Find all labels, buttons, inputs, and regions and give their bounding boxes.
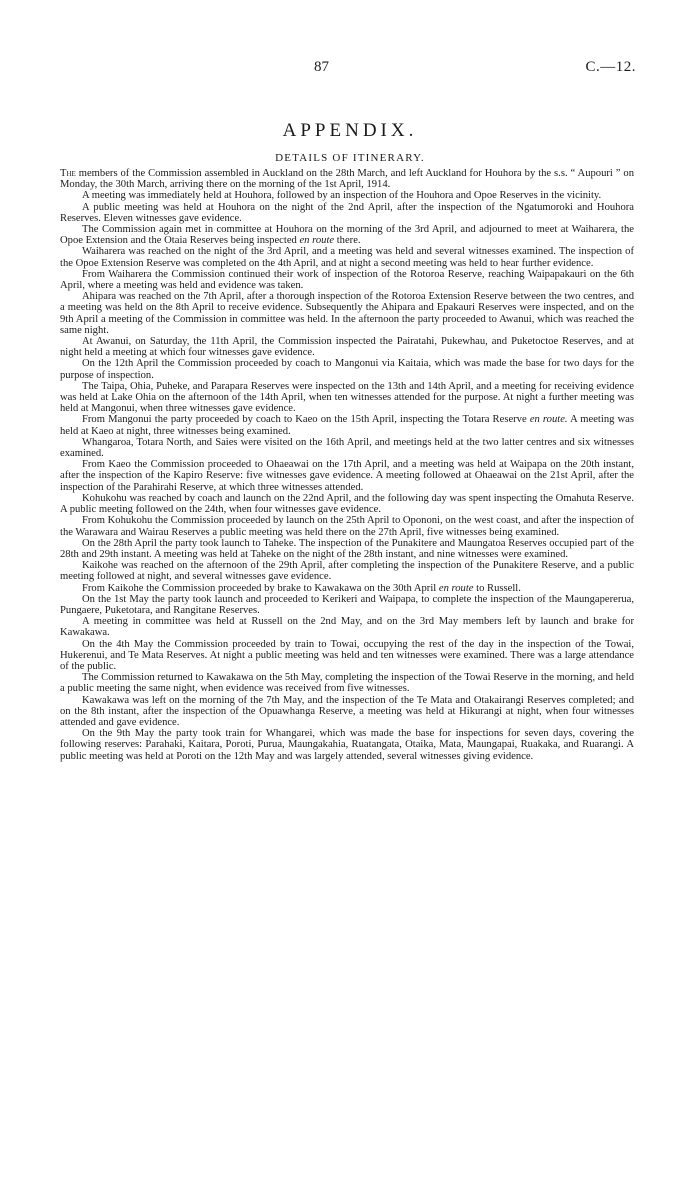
paragraph-20: A meeting in committee was held at Russell on the 2nd May, and on the 3rd May members left by launch and brake for Kawakawa. xyxy=(60,616,634,639)
paragraph-tail: there. xyxy=(334,235,361,247)
paragraph-text: members of the Commission assembled in Auckland on the 28th March, and left Auckland for Houhora by the s.s. “ Aupouri ” on Monday, the 30th March, arriving there on the morning of the 1st April, 1914. xyxy=(60,168,634,191)
paragraph-4 xyxy=(60,224,634,246)
paragraph-6: From Waiharera the Commission continued their work of inspection of the Rotoroa Reserve, reaching Waipapakauri on the 6th April, where a meeting was held and evidence was taken. xyxy=(60,268,634,292)
paragraph-11 xyxy=(60,414,634,436)
paragraph-15: From Kohukohu the Commission proceeded by launch on the 25th April to Opononi, on the west coast, and after the inspection of the Warawara and Wairau Reserves a public meeting was held there on the 27th April, five witnesses being examined. xyxy=(60,515,634,538)
paragraph-italic: en route. xyxy=(529,414,568,426)
paragraph-23: Kawakawa was left on the morning of the 7th May, and the inspection of the Te Mata and Otakairangi Reserves completed; and on the 8th instant, after the inspection of the Opuawhanga Reserve, a meeting was held at Hikurangi at night, when four witnesses attended and gave evidence. xyxy=(60,694,634,728)
paragraph-2: A meeting was immediately held at Houhora, followed by an inspection of the Houhora and Opoe Reserves in the vicinity. xyxy=(82,190,602,202)
paragraph-18 xyxy=(60,583,634,594)
page-number: 87 xyxy=(314,59,329,75)
paragraph-text: From Mangonui the party proceeded by coach to Kaeo on the 15th April, inspecting the Totara Reserve xyxy=(82,414,530,426)
paragraph-22: The Commission returned to Kawakawa on the 5th May, completing the inspection of the Towai Reserve in the morning, and held a public meeting the same night, when evidence was received from five witnesses. xyxy=(60,672,634,695)
paragraph-10: The Taipa, Ohia, Puheke, and Parapara Reserves were inspected on the 13th and 14th April, and a meeting for receiving evidence was held at Lake Ohia on the afternoon of the 14th April, when ten witnesses attended for the purpose. At night a further meeting was held at Mangonui, when three witnesses gave evidence. xyxy=(60,380,634,415)
paragraph-tail: to Russell. xyxy=(473,582,521,594)
paragraph-21: On the 4th May the Commission proceeded by train to Towai, occupying the rest of the day in the inspection of the Towai, Hukerenui, and Te Mata Reserves. At night a public meeting was held and ten witnesses were examined. There was a large attendance of the public. xyxy=(60,638,634,672)
paragraph-text: The Commission again met in committee at Houhora on the morning of the 3rd April, and adjourned to meet at Waiharera, the Opoe Extension and the Otaia Reserves being inspected xyxy=(60,224,634,247)
document-body xyxy=(60,168,634,762)
page-title: APPENDIX. xyxy=(282,119,418,141)
paragraph-14: Kohukohu was reached by coach and launch on the 22nd April, and the following day was spent inspecting the Omahuta Reserve. A public meeting followed on the 24th, when four witnesses gave evidence. xyxy=(60,492,634,516)
document-code: C.—12. xyxy=(585,59,636,75)
paragraph-1 xyxy=(60,168,634,190)
page-header xyxy=(0,59,700,79)
paragraph-3: A public meeting was held at Houhora on the night of the 2nd April, after the inspection of the Ngatumoroki and Houhora Reserves. Eleven witnesses gave evidence. xyxy=(60,201,634,224)
paragraph-italic: en route xyxy=(299,235,335,247)
paragraph-16: On the 28th April the party took launch to Taheke. The inspection of the Punakitere and Maungatoa Reserves occupied part of the 28th and 29th instant. A meeting was held at Taheke on the night of the 28th instant, and nine witnesses were examined. xyxy=(60,537,634,560)
paragraph-tail: A meeting was held at Kaeo at night, three witnesses being examined. xyxy=(60,414,635,437)
paragraph-lead: The xyxy=(60,168,76,179)
section-subtitle: DETAILS OF ITINERARY. xyxy=(275,152,425,164)
paragraph-13: From Kaeo the Commission proceeded to Ohaeawai on the 17th April, and a meeting was held at Waipapa on the 20th instant, after the inspection of the Kapiro Reserve: five witnesses gave evidence. A meeting followed at Ohaeawai on the 21st April, after the inspection of the Parahirahi Reserve, at which three witnesses attended. xyxy=(60,459,634,493)
paragraph-text: From Kaikohe the Commission proceeded by brake to Kawakawa on the 30th April xyxy=(82,582,439,594)
paragraph-24: On the 9th May the party took train for Whangarei, which was made the base for inspections for seven days, covering the following reserves: Parahaki, Kaitara, Poroti, Purua, Maungakahia, Ruatangata, Otaika, Mata, Maungapai, Ruakaka, and Ruarangi. A public meeting was held at Poroti on the 12th May and was largely attended, several witnesses giving evidence. xyxy=(60,728,634,762)
paragraph-12: Whangaroa, Totara North, and Saies were visited on the 16th April, and meetings held at the two latter centres and six witnesses examined. xyxy=(60,436,634,460)
paragraph-17: Kaikohe was reached on the afternoon of the 29th April, after completing the inspection of the Punakitere Reserve, and a public meeting followed at night, and several witnesses gave evidence. xyxy=(60,560,634,583)
paragraph-italic: en route xyxy=(438,582,474,594)
paragraph-19: On the 1st May the party took launch and proceeded to Kerikeri and Waipapa, to complete the inspection of the Maungapererua, Pungaere, Puketotara, and Rangitane Reserves. xyxy=(60,593,634,616)
paragraph-5: Waiharera was reached on the night of the 3rd April, and a meeting was held and several witnesses examined. The inspection of the Opoe Extension Reserve was completed on the 4th April, and at night a second meeting was held to hear further evidence. xyxy=(60,246,634,269)
paragraph-7: Ahipara was reached on the 7th April, after a thorough inspection of the Rotoroa Extension Reserve between the two centres, and a meeting was held on the 8th April to receive evidence. Subsequently the Ahipara and Epakauri Reserves were inspected, and on the 9th April a meeting of the Commission in committee was held. In the afternoon the party proceeded to Awanui, which was reached the same night. xyxy=(60,291,634,336)
paragraph-9: On the 12th April the Commission proceeded by coach to Mangonui via Kaitaia, which was made the base for two days for the purpose of inspection. xyxy=(60,358,634,381)
paragraph-8: At Awanui, on Saturday, the 11th April, the Commission inspected the Pairatahi, Pukewhau, and Puketoctoe Reserves, and at night held a meeting at which four witnesses gave evidence. xyxy=(60,336,634,359)
